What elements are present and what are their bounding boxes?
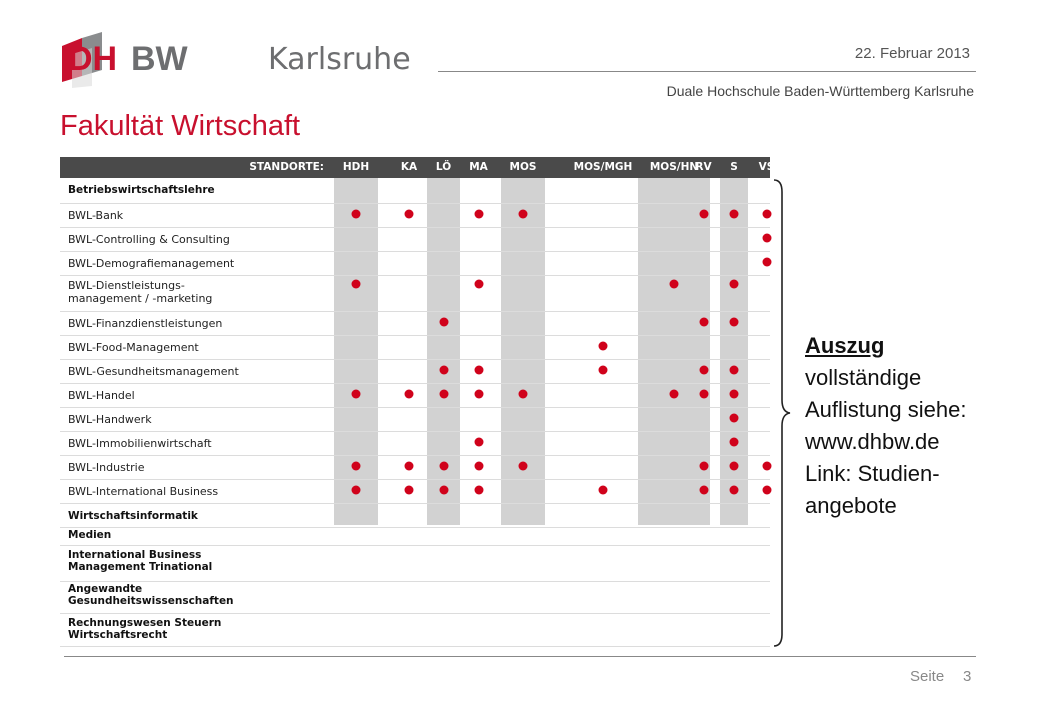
shaded-column: [638, 178, 710, 525]
availability-dot: [699, 486, 708, 495]
availability-dot: [599, 342, 608, 351]
column-header: HDH: [342, 161, 370, 173]
availability-dot: [439, 462, 448, 471]
row-divider: [60, 503, 770, 504]
availability-dot: [405, 210, 414, 219]
section-label: Angewandte Gesundheitswissenschaften: [68, 583, 234, 607]
curly-brace-icon: [772, 178, 792, 648]
row-divider: [60, 311, 770, 312]
availability-dot: [699, 390, 708, 399]
availability-dot: [762, 462, 771, 471]
column-header: S: [730, 161, 738, 173]
table-row-label: BWL-Controlling & Consulting: [68, 233, 230, 246]
availability-dot: [474, 438, 483, 447]
row-divider: [60, 479, 770, 480]
footer-page-number: 3: [963, 668, 972, 685]
institution-name: Duale Hochschule Baden-Württemberg Karlsruhe: [666, 83, 974, 99]
availability-dot: [519, 210, 528, 219]
availability-dot: [670, 280, 679, 289]
availability-dot: [730, 318, 739, 327]
column-header: MOS/MGH: [573, 161, 633, 173]
availability-dot: [519, 390, 528, 399]
availability-dot: [730, 414, 739, 423]
row-divider: [60, 455, 770, 456]
column-header: KA: [400, 161, 418, 173]
table-row-label: BWL-Immobilienwirtschaft: [68, 437, 212, 450]
table-row-label: BWL-Finanzdienstleistungen: [68, 317, 223, 330]
availability-dot: [762, 258, 771, 267]
note-heading: Auszug: [805, 333, 885, 358]
availability-dot: [762, 234, 771, 243]
logo-text-city: Karlsruhe: [268, 42, 411, 77]
section-label: International Business Management Trinational: [68, 549, 213, 573]
page-title: Fakultät Wirtschaft: [60, 110, 301, 142]
availability-dot: [439, 486, 448, 495]
column-header: MOS/HN: [649, 161, 699, 173]
section-label: Betriebswirtschaftslehre: [68, 184, 215, 196]
availability-dot: [699, 462, 708, 471]
row-divider: [60, 613, 770, 614]
section-label: Rechnungswesen Steuern Wirtschaftsrecht: [68, 617, 222, 641]
availability-dot: [730, 280, 739, 289]
table-row-label: BWL-Gesundheitsmanagement: [68, 365, 239, 378]
row-divider: [60, 335, 770, 336]
row-divider: [60, 383, 770, 384]
availability-dot: [352, 486, 361, 495]
availability-dot: [474, 210, 483, 219]
availability-dot: [699, 318, 708, 327]
availability-dot: [474, 486, 483, 495]
note-line: Link: Studien-: [805, 461, 940, 486]
availability-dot: [405, 462, 414, 471]
availability-dot: [730, 210, 739, 219]
availability-dot: [474, 280, 483, 289]
row-divider: [60, 545, 770, 546]
row-divider: [60, 581, 770, 582]
row-divider: [60, 359, 770, 360]
availability-dot: [474, 462, 483, 471]
column-header: VS: [758, 161, 775, 173]
availability-dot: [352, 462, 361, 471]
standorte-table: [60, 157, 775, 647]
availability-dot: [730, 438, 739, 447]
availability-dot: [352, 210, 361, 219]
availability-dot: [474, 390, 483, 399]
availability-dot: [730, 390, 739, 399]
availability-dot: [670, 390, 679, 399]
table-header: [60, 157, 775, 178]
availability-dot: [519, 462, 528, 471]
availability-dot: [439, 318, 448, 327]
availability-dot: [762, 210, 771, 219]
table-row-label: BWL-Dienstleistungs- management / -marketing: [68, 279, 213, 305]
column-header: MOS: [509, 161, 537, 173]
shaded-column: [720, 178, 748, 525]
availability-dot: [599, 366, 608, 375]
availability-dot: [730, 366, 739, 375]
section-label: Wirtschaftsinformatik: [68, 510, 198, 522]
availability-dot: [699, 210, 708, 219]
note-link-line: www.dhbw.de: [805, 429, 940, 454]
availability-dot: [352, 280, 361, 289]
availability-dot: [439, 366, 448, 375]
table-row-label: BWL-Food-Management: [68, 341, 199, 354]
row-divider: [60, 251, 770, 252]
availability-dot: [730, 486, 739, 495]
availability-dot: [439, 390, 448, 399]
table-row-label: BWL-Demografiemanagement: [68, 257, 235, 270]
availability-dot: [405, 390, 414, 399]
row-divider: [60, 275, 770, 276]
standorte-label: STANDORTE:: [249, 161, 324, 173]
row-divider: [60, 407, 770, 408]
row-divider: [60, 203, 770, 204]
footer-page-label: Seite: [910, 668, 945, 685]
logo-text-bw: BW: [131, 40, 188, 78]
shaded-column: [501, 178, 545, 525]
note-line: Auflistung siehe:: [805, 397, 967, 422]
availability-dot: [730, 462, 739, 471]
note-line: angebote: [805, 493, 897, 518]
section-label: Medien: [68, 529, 112, 541]
logo-text-dh: DH: [68, 40, 118, 78]
row-divider: [60, 227, 770, 228]
availability-dot: [762, 486, 771, 495]
availability-dot: [405, 486, 414, 495]
table-row-label: BWL-Bank: [68, 209, 124, 222]
table-row-label: BWL-Industrie: [68, 461, 145, 474]
table-row-label: BWL-Handel: [68, 389, 135, 402]
slide-date: 22. Februar 2013: [854, 45, 970, 62]
row-divider: [60, 527, 770, 528]
availability-dot: [699, 366, 708, 375]
header-divider: [438, 71, 976, 72]
footer-divider: [64, 656, 976, 657]
column-header: LÖ: [435, 161, 452, 173]
row-divider: [60, 646, 770, 647]
availability-dot: [474, 366, 483, 375]
table-row-label: BWL-International Business: [68, 485, 219, 498]
column-header: MA: [469, 161, 488, 173]
column-header: RV: [695, 161, 712, 173]
note-line: vollständige: [805, 365, 922, 390]
table-row-label: BWL-Handwerk: [68, 413, 152, 426]
excerpt-note: [805, 330, 966, 522]
shaded-column: [427, 178, 460, 525]
availability-dot: [352, 390, 361, 399]
shaded-column: [334, 178, 378, 525]
availability-dot: [599, 486, 608, 495]
row-divider: [60, 431, 770, 432]
